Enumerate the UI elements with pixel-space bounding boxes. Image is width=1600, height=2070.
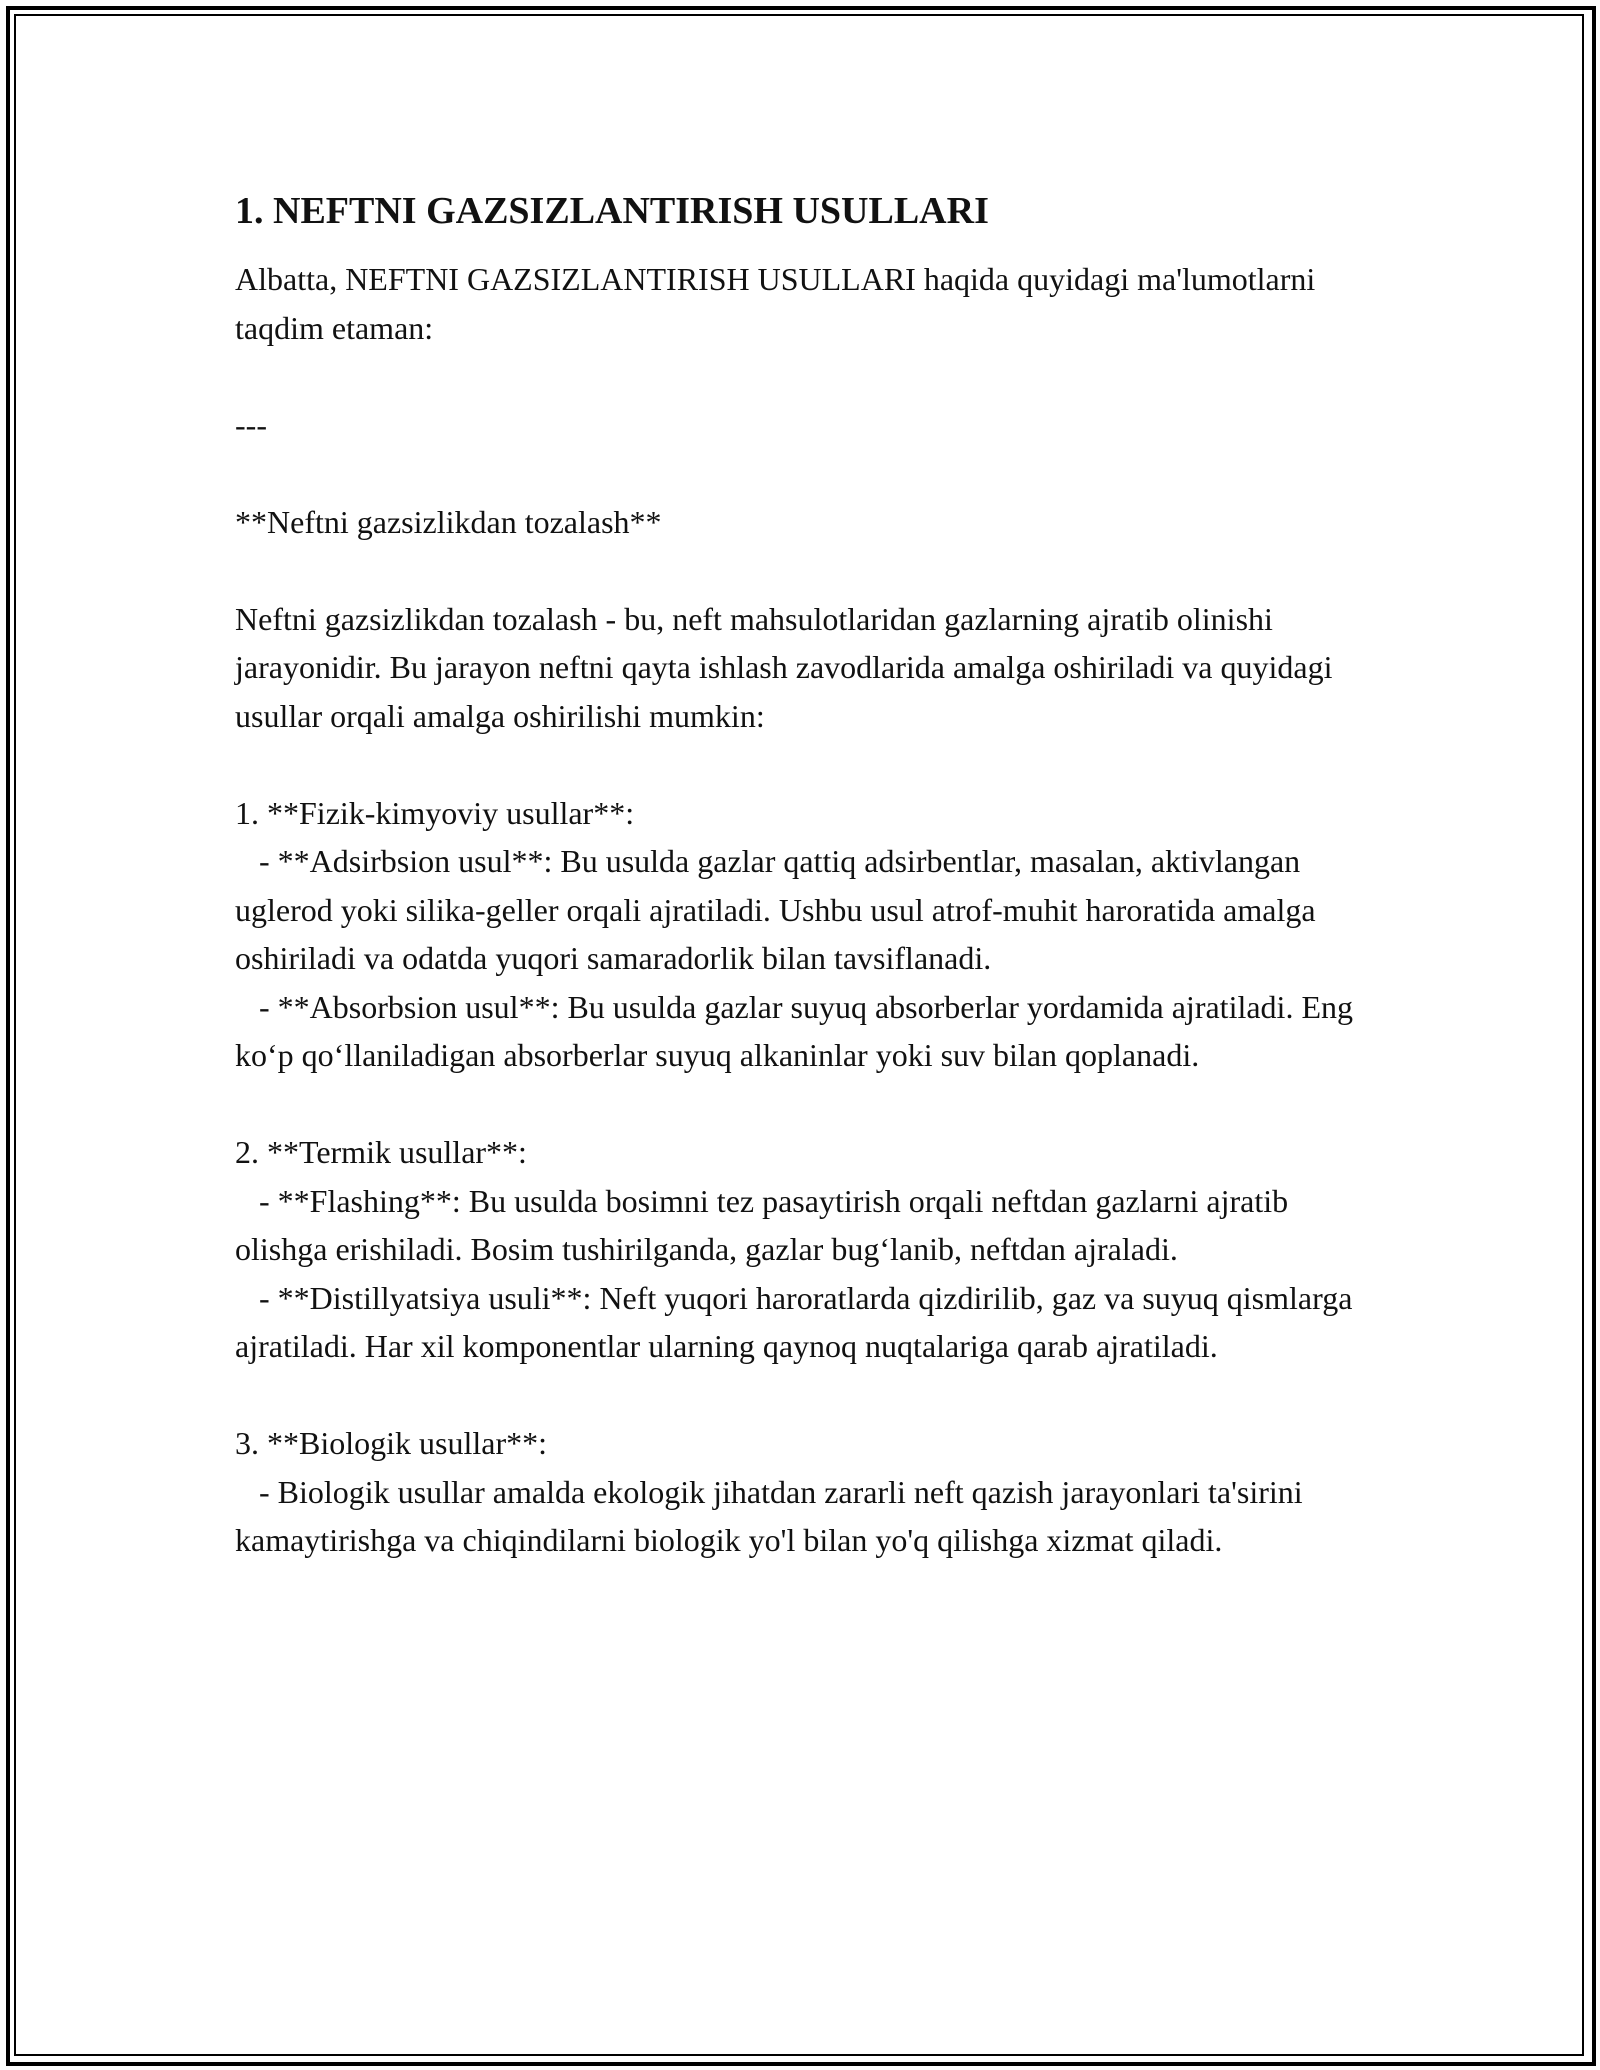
method-item: - **Distillyatsiya usuli**: Neft yuqori haroratlarda qizdirilib, gaz va suyuq qismlarga ajratiladi. Har xil komponentlar ularning qaynoq nuqtalariga qarab ajratiladi. [235,1279,1361,1364]
method-heading: 3. **Biologik usullar**: [235,1425,547,1461]
method-group-thermal [235,1128,1375,1371]
spacer [235,546,1375,595]
document-body [235,185,1375,1565]
method-heading: 1. **Fizik-kimyoviy usullar**: [235,794,635,831]
spacer [235,1371,1375,1420]
method-group-physical-chemical [235,789,1375,1080]
intro-paragraph: Albatta, NEFTNI GAZSIZLANTIRISH USULLARI haqida quyidagi ma'lumotlarni taqdim etaman: [235,261,1324,346]
method-item: - **Adsirbsion usul**: Bu usulda gazlar qattiq adsirbentlar, masalan, aktivlangan uglerod yoki silika-geller orqali ajratiladi. Ushbu usul atrof-muhit haroratida amalga oshiriladi va odatda yuqori samaradorlik bilan tavsiflanadi. [235,843,1324,976]
method-item: - Biologik usullar amalda ekologik jihatdan zararli neft qazish jarayonlari ta'sirini kamaytirishga va chiqindilarni biologik yo'l bilan yo'q qilishga xizmat qiladi. [235,1473,1311,1558]
spacer [235,1080,1375,1129]
separator: --- [235,406,267,443]
document-title: 1. NEFTNI GAZSIZLANTIRISH USULLARI [235,190,989,232]
spacer [235,740,1375,789]
section-body: Neftni gazsizlikdan tozalash - bu, neft mahsulotlaridan gazlarning ajratib olinishi jarayonidir. Bu jarayon neftni qayta ishlash zavodlarida amalga oshiriladi va quyidagi usullar orqali amalga oshirilishi mumkin: [235,600,1341,734]
method-heading: 2. **Termik usullar**: [235,1134,527,1170]
method-item: - **Flashing**: Bu usulda bosimni tez pasaytirish orqali neftdan gazlarni ajratib olishga erishiladi. Bosim tushirilganda, gazlar bug‘lanib, neftdan ajraladi. [235,1182,1297,1267]
spacer [235,449,1375,498]
section-heading: **Neftni gazsizlikdan tozalash** [235,503,662,540]
method-item: - **Absorbsion usul**: Bu usulda gazlar suyuq absorberlar yordamida ajratiladi. Eng ko‘p qo‘llaniladigan absorberlar suyuq alkaninlar yoki suv bilan qoplanadi. [235,988,1361,1073]
spacer [235,352,1375,401]
method-group-biological [235,1419,1375,1565]
